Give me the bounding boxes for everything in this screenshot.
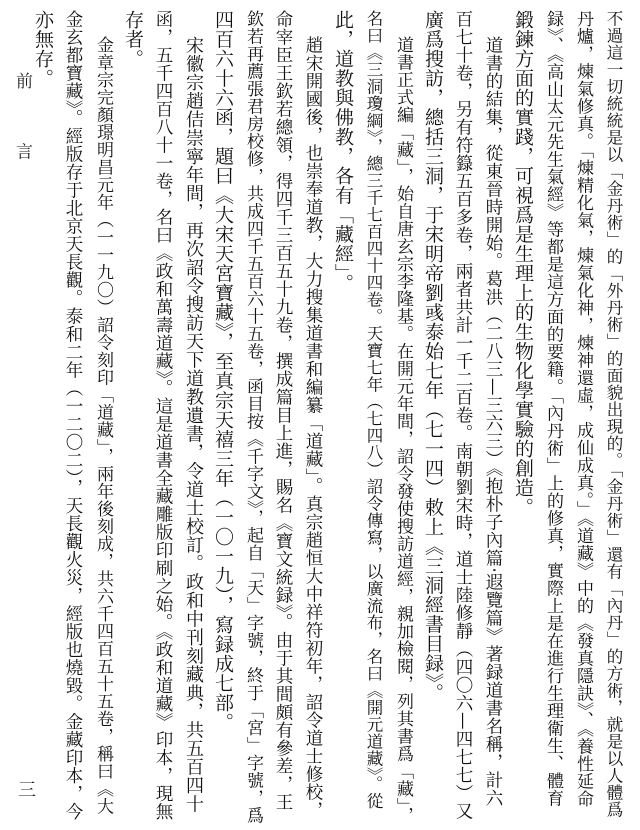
text-column-7: 廣爲搜訪，總括三洞，于宋明帝劉彧泰始七年（七一四）敕上《三洞經書目録》。 <box>422 10 444 703</box>
page-number: 三 <box>15 780 36 798</box>
text-column-16: 函，五千四百八十一卷，名曰《政和萬壽道藏》。這是道書全藏雕版印刷之始。《政和道藏》印本，現無 <box>153 10 173 821</box>
text-column-6: 百七十卷，另有符籙五百多卷，兩者共計一千二百卷。南朝劉宋時，道士陸修靜（四〇六—四七七）又 <box>453 10 473 820</box>
text-column-2: 丹爐，煉氣修真。「煉精化氣，煉氣化神，煉神還虛，成仙成真。」《道藏》中的《發真隱訣》、《養性延命 <box>573 10 593 808</box>
text-column-18: 金章宗完顏璟明昌元年（一一九〇）詔令刻印「道藏」，兩年後刻成，共六千四百五十五卷，稱曰《大 <box>93 36 113 815</box>
text-column-11: 趙宋開國後，也崇奉道教，大力搜集道書和編纂「道藏」。真宗趙恒大中祥符初年，詔令道士修校， <box>303 36 323 820</box>
text-column-5: 道書的結集，從東晉時開始。葛洪（二八三—三六三）《抱朴子內篇‧遐覽篇》著録道書名稱，計六 <box>483 36 503 808</box>
text-column-12: 命宰臣王欽若總領，得四千三百五十九卷，撰成篇目上進，賜名《寶文統録》。由于其間頗有參差，王 <box>273 10 293 812</box>
text-column-9: 名曰《三洞瓊綱》，總三千七百四十四卷。天寶七年（七四八）詔令傳寫，以廣流布，名曰《開元道藏》。從 <box>364 10 383 810</box>
text-column-10: 此，道教與佛教，各有「藏經」。 <box>332 10 354 293</box>
text-column-14: 四百六十六函，題曰《大宋天宮寶藏》，至真宗天禧三年（一〇一九），寫録成七部。 <box>212 10 234 732</box>
text-column-20: 亦無存。 <box>32 10 54 88</box>
text-column-4: 鍛鍊方面的實踐，可視爲是生理上的生物化學實驗的創造。 <box>512 10 534 517</box>
text-column-8: 道書正式編「藏」，始自唐玄宗李隆基。在開元年間，詔令發使搜訪道經，親加檢閱，列其書爲「藏」， <box>393 36 413 824</box>
text-column-19: 金玄都寶藏》。經版存于北京天長觀。泰和二年（一二〇二），天長觀火災，經版也燒毀。金藏印本，今 <box>63 10 83 821</box>
text-column-13: 欽若再薦張君房校修，共成四千五百六十五卷，函目按《千字文》，起自「天」字號，終于「宮」字號，爲 <box>243 10 263 824</box>
text-column-1: 不過這一切統統是以「金丹術」的「外丹術」的面貌出現的。「金丹術」還有「內丹」的方術，就是以人體爲 <box>604 10 623 818</box>
text-column-17: 存者。 <box>122 10 144 69</box>
text-column-15: 宋徽宗趙佶崇寧年間，再次詔令搜訪天下道教遺書，令道士校訂。政和中刊刻藏典，共五百四十 <box>183 36 204 813</box>
text-column-3: 録》、《高山太元先生氣經》等都是這方面的要籍。「內丹術」上的修真，實際上是在進行生理衛生、體育 <box>543 10 563 807</box>
running-head: 前 言 <box>12 72 32 184</box>
